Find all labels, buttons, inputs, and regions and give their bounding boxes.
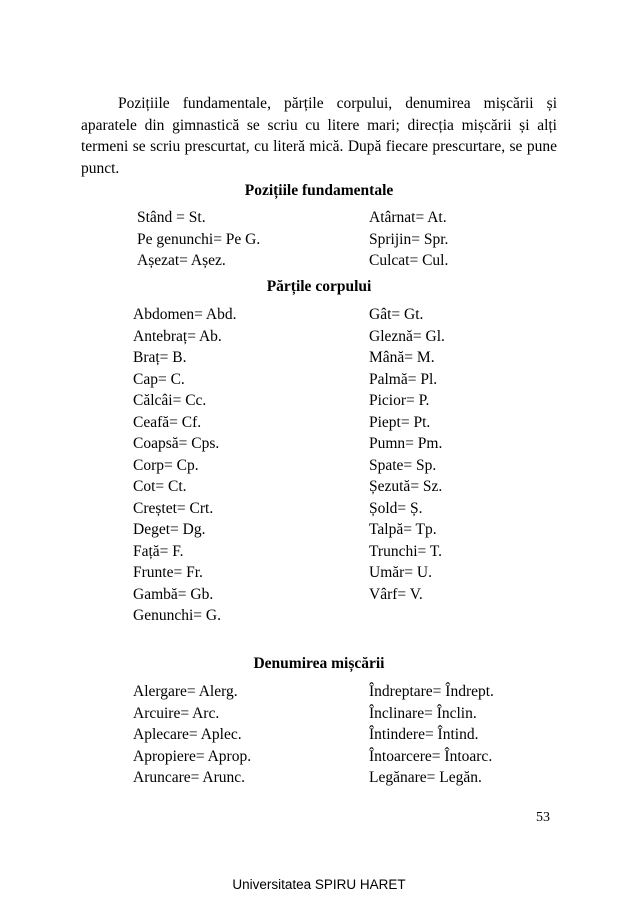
movement-list-left bbox=[133, 681, 251, 789]
movement-list-right bbox=[369, 681, 494, 789]
list-item: Stând = St. bbox=[137, 209, 206, 226]
list-item: Întoarcere= Întoarc. bbox=[369, 747, 493, 765]
positions-list-right bbox=[369, 207, 448, 272]
footer-institution: Universitatea SPIRU HARET bbox=[232, 877, 406, 892]
positions-list-left bbox=[137, 207, 260, 272]
list-item: Atârnat= At. bbox=[369, 209, 447, 226]
list-item: Braț= B. bbox=[133, 349, 187, 366]
intro-paragraph: Pozițiile fundamentale, părțile corpului, denumirea mișcării și aparatele din gimnastică se scriu cu litere mari; direcția mișcării și alți termeni se scriu prescurtat, cu literă mică. După fiecare prescurtare, se pune punct. bbox=[81, 95, 557, 177]
list-item: Trunchi= T. bbox=[369, 542, 443, 560]
list-item: Alergare= Alerg. bbox=[133, 683, 238, 700]
list-item: Umăr= U. bbox=[369, 564, 432, 581]
list-item: Așezat= Așez. bbox=[137, 252, 226, 269]
list-item: Pumn= Pm. bbox=[369, 435, 443, 452]
list-item: Legănare= Legăn. bbox=[369, 769, 482, 786]
list-item: Piept= Pt. bbox=[369, 413, 431, 431]
list-item: Talpă= Tp. bbox=[369, 521, 437, 538]
list-item: Ceafă= Cf. bbox=[133, 413, 202, 431]
heading-fundamental-positions: Pozițiile fundamentale bbox=[244, 182, 394, 199]
heading-movement-names: Denumirea mișcării bbox=[253, 655, 385, 672]
list-item: Întindere= Întind. bbox=[369, 726, 479, 743]
list-item: Cot= Ct. bbox=[133, 478, 187, 495]
list-item: Apropiere= Aprop. bbox=[133, 747, 252, 765]
list-item: Vârf= V. bbox=[369, 585, 423, 603]
list-item: Creștet= Crt. bbox=[133, 499, 214, 517]
body-parts-list-right bbox=[369, 304, 445, 605]
list-item: Gât= Gt. bbox=[369, 306, 424, 323]
list-item: Culcat= Cul. bbox=[369, 252, 449, 269]
list-item: Abdomen= Abd. bbox=[133, 306, 237, 323]
body-parts-list-left bbox=[133, 304, 236, 627]
list-item: Coapsă= Cps. bbox=[133, 435, 220, 452]
list-item: Corp= Cp. bbox=[133, 456, 199, 474]
list-item: Arcuire= Arc. bbox=[133, 704, 220, 722]
page-number: 53 bbox=[536, 810, 550, 825]
list-item: Gleznă= Gl. bbox=[369, 327, 445, 345]
list-item: Mână= M. bbox=[369, 349, 435, 366]
list-item: Sprijin= Spr. bbox=[369, 230, 449, 248]
list-item: Aplecare= Aplec. bbox=[133, 726, 242, 743]
list-item: Genunchi= G. bbox=[133, 607, 221, 624]
list-item: Palmă= Pl. bbox=[369, 370, 438, 388]
list-item: Pe genunchi= Pe G. bbox=[137, 230, 261, 248]
list-item: Aruncare= Arunc. bbox=[133, 769, 246, 786]
list-item: Antebraț= Ab. bbox=[133, 327, 222, 345]
heading-body-parts: Părțile corpului bbox=[266, 278, 372, 295]
list-item: Îndreptare= Îndrept. bbox=[369, 683, 494, 700]
list-item: Cap= C. bbox=[133, 370, 185, 388]
list-item: Călcâi= Cc. bbox=[133, 392, 207, 409]
list-item: Față= F. bbox=[133, 542, 184, 560]
list-item: Spate= Sp. bbox=[369, 456, 437, 474]
list-item: Șold= Ș. bbox=[369, 499, 423, 517]
list-item: Șezută= Sz. bbox=[369, 478, 443, 495]
list-item: Deget= Dg. bbox=[133, 521, 206, 538]
list-item: Frunte= Fr. bbox=[133, 564, 203, 581]
list-item: Gambă= Gb. bbox=[133, 585, 214, 603]
list-item: Înclinare= Înclin. bbox=[369, 704, 477, 722]
list-item: Picior= P. bbox=[369, 392, 430, 409]
